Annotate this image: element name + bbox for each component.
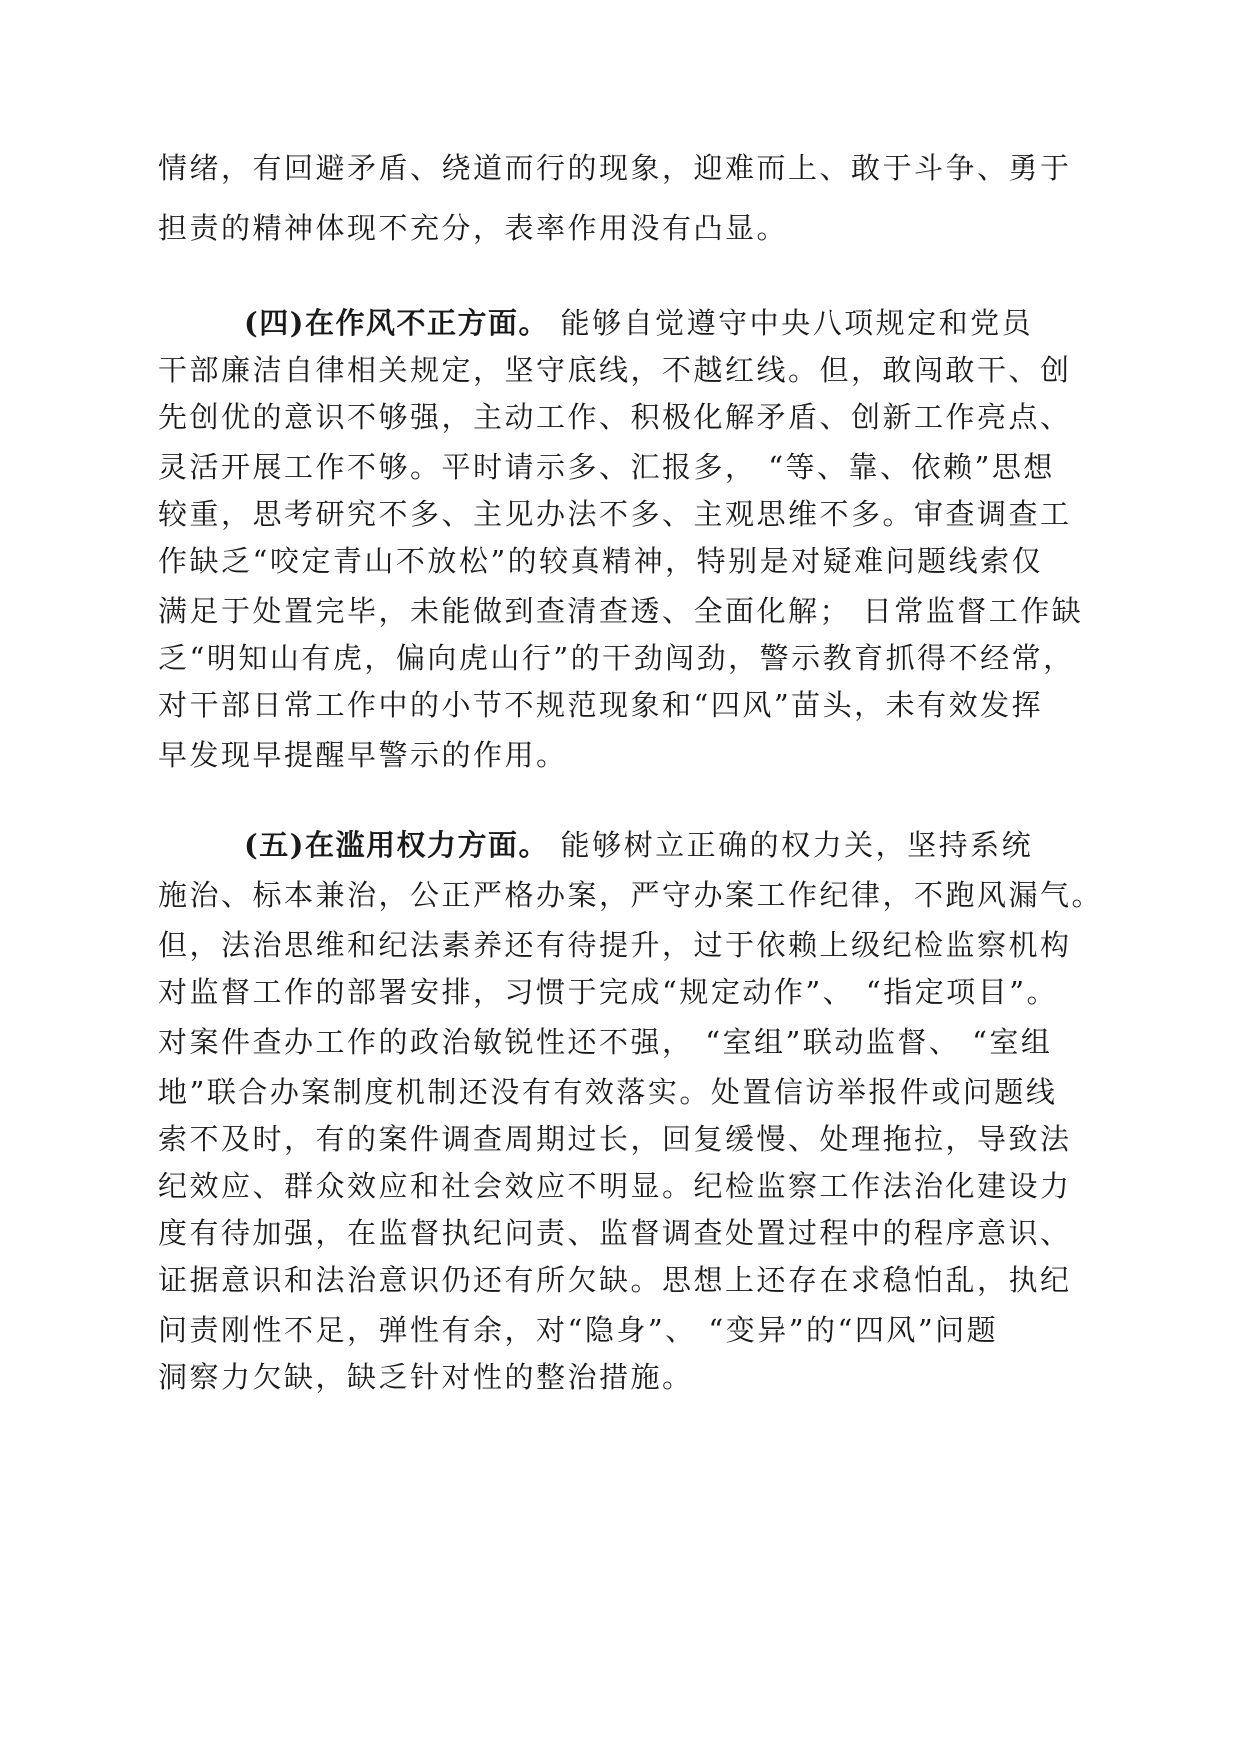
section-heading-five: (五)在滥用权力方面。 [244, 828, 549, 862]
paragraph-line [158, 208, 788, 248]
paragraph-line [158, 1310, 998, 1350]
paragraph-line [158, 638, 1075, 678]
line-text: 能够树立正确的权力关，坚持系统 [548, 828, 1034, 862]
paragraph-line [158, 1357, 694, 1397]
paragraph-line [158, 397, 1072, 437]
line-text: 纪效应、群众效应和社会效应不明显。纪检监察工作法治化建设力 [158, 1169, 1072, 1203]
line-text: 问责刚性不足，弹性有余，对“隐身”、 “变异”的“四风”问题 [158, 1313, 999, 1347]
paragraph-line [158, 350, 1072, 390]
paragraph-line [158, 1260, 1072, 1300]
section-four-first-line [244, 303, 1033, 343]
line-text: 证据意识和法治意识仍还有所欠缺。思想上还存在求稳怕乱，执纪 [158, 1263, 1072, 1297]
line-text: 度有待加强，在监督执纪问责、监督调查处置过程中的程序意识、 [158, 1216, 1072, 1250]
line-text: 施治、标本兼治，公正严格办案，严守办案工作纪律，不跑风漏气。 [158, 878, 1104, 912]
line-text: 地”联合办案制度机制还没有有效落实。处置信访举报件或问题线 [158, 1075, 1058, 1109]
paragraph-line [158, 1119, 1072, 1159]
paragraph-line [158, 875, 1103, 915]
line-text: 早发现早提醒早警示的作用。 [158, 738, 568, 772]
line-text: 对干部日常工作中的小节不规范现象和“四风”苗头，未有效发挥 [158, 688, 1044, 722]
paragraph-line [158, 1166, 1072, 1206]
line-text: 干部廉洁自律相关规定，坚守底线，不越红线。但，敢闯敢干、创 [158, 353, 1072, 387]
paragraph-line [158, 735, 568, 775]
section-five-first-line [244, 825, 1033, 865]
paragraph-line [158, 541, 1043, 581]
line-text: 但，法治思维和纪法素养还有待提升，过于依赖上级纪检监察机构 [158, 928, 1072, 962]
paragraph-line [158, 972, 1058, 1012]
paragraph-line [158, 494, 1072, 534]
paragraph-line [158, 685, 1043, 725]
line-text: 能够自觉遵守中央八项规定和党员 [548, 306, 1034, 340]
line-text: 灵活开展工作不够。平时请示多、汇报多， “等、靠、依赖”思想 [158, 450, 1055, 484]
line-text: 洞察力欠缺，缺乏针对性的整治措施。 [158, 1360, 694, 1394]
paragraph-line [158, 1213, 1072, 1253]
line-text: 情绪，有回避矛盾、绕道而行的现象，迎难而上、敢于斗争、勇于 [158, 151, 1072, 185]
paragraph-line [158, 925, 1072, 965]
paragraph-line [158, 1072, 1057, 1112]
line-text: 先创优的意识不够强，主动工作、积极化解矛盾、创新工作亮点、 [158, 400, 1072, 434]
line-text: 担责的精神体现不充分，表率作用没有凸显。 [158, 211, 789, 245]
line-text: 较重，思考研究不多、主见办法不多、主观思维不多。审查调查工 [158, 497, 1072, 531]
line-text: 对案件查办工作的政治敏锐性还不强， “室组”联动监督、 “室组 [158, 1025, 1053, 1059]
paragraph-line [158, 1022, 1052, 1062]
line-text: 满足于处置完毕，未能做到查清查透、全面化解； 日常监督工作缺 [158, 594, 1084, 628]
paragraph-line [158, 148, 1072, 188]
paragraph-line [158, 447, 1055, 487]
line-text: 作缺乏“咬定青山不放松”的较真精神，特别是对疑难问题线索仅 [158, 544, 1044, 578]
line-text: 索不及时，有的案件调查周期过长，回复缓慢、处理拖拉，导致法 [158, 1122, 1072, 1156]
line-text: 乏“明知山有虎，偏向虎山行”的干劲闯劲，警示教育抓得不经常， [158, 641, 1075, 675]
line-text: 对监督工作的部署安排，习惯于完成“规定动作”、 “指定项目”。 [158, 975, 1059, 1009]
paragraph-line [158, 591, 1083, 631]
section-heading-four: (四)在作风不正方面。 [244, 306, 549, 340]
